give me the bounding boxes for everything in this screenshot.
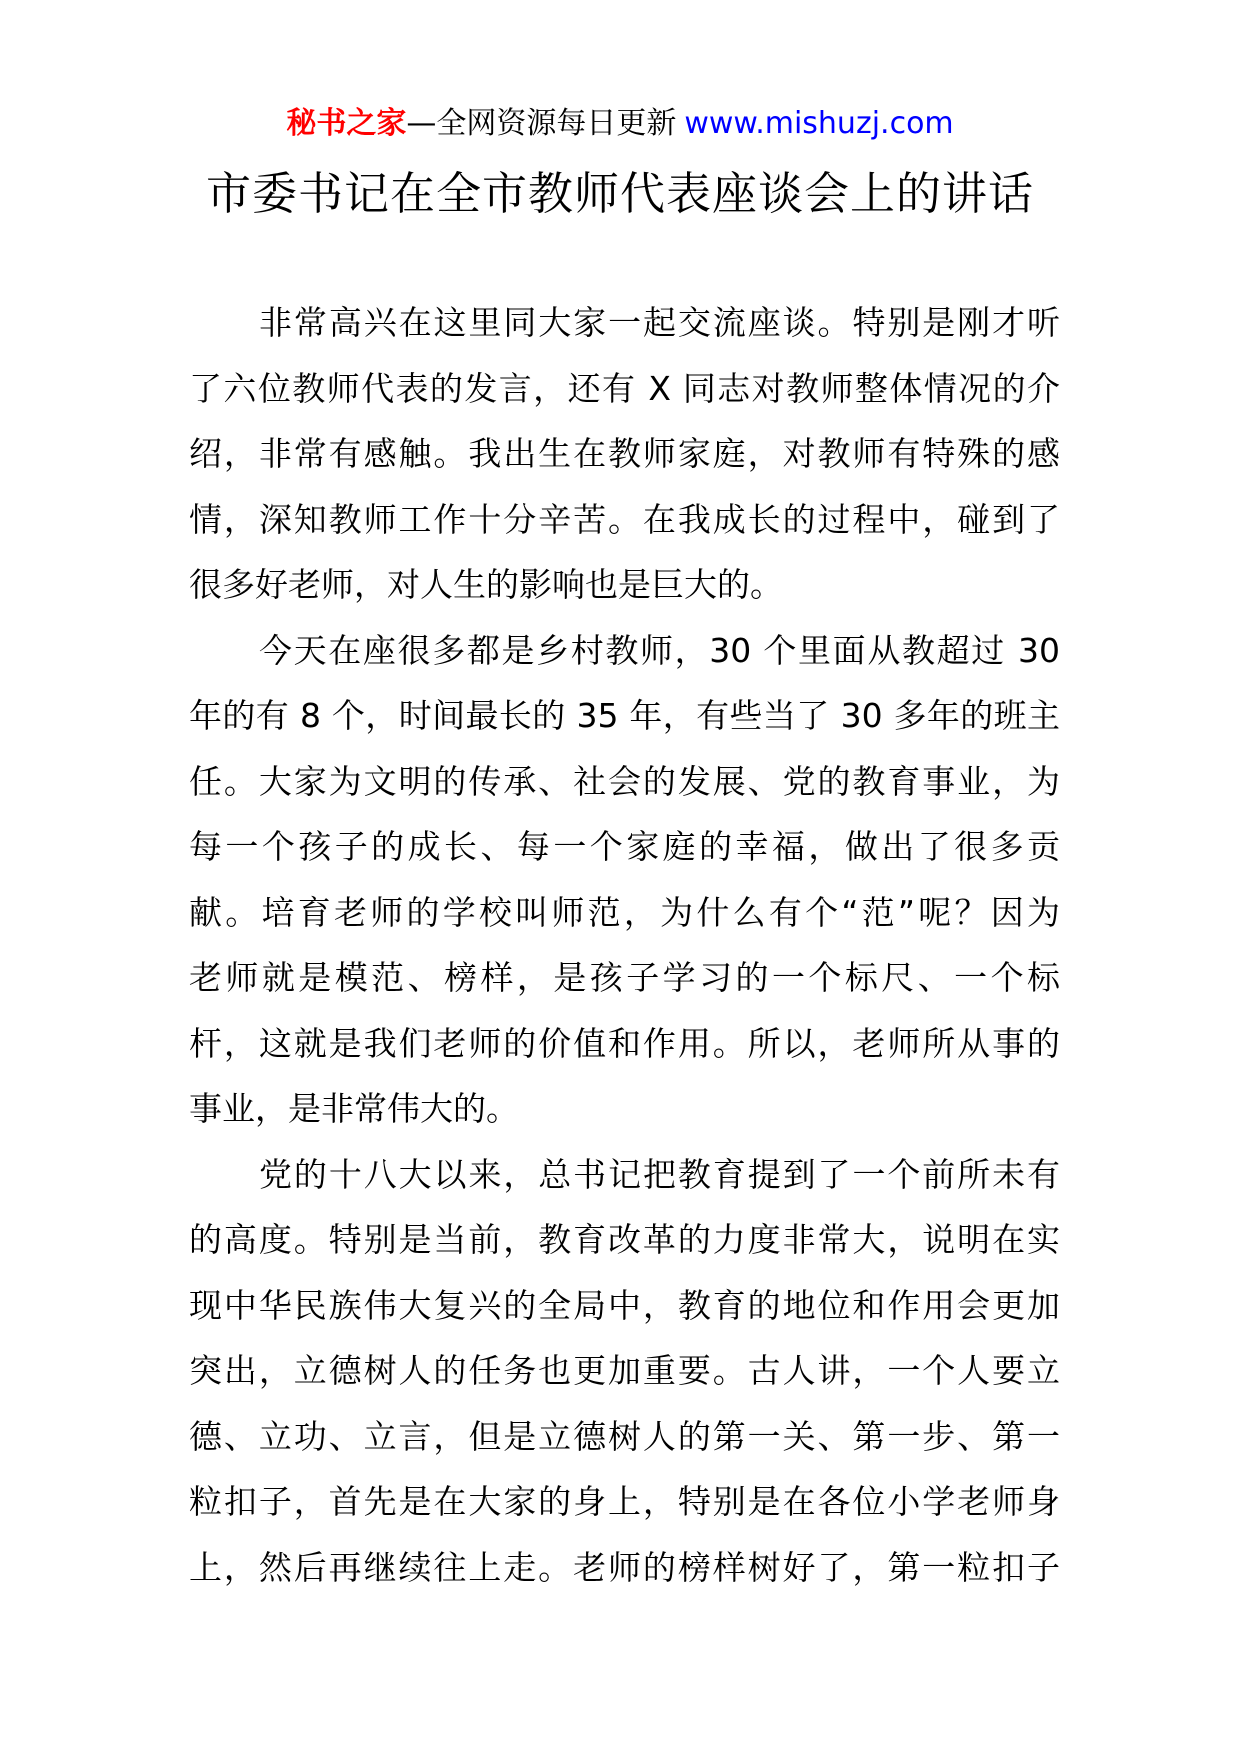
paragraph-line: 任。大家为文明的传承、社会的发展、党的教育事业，为 — [189, 761, 1060, 801]
paragraph-line: 老师就是模范、榜样，是孩子学习的一个标尺、一个标 — [189, 958, 1060, 997]
paragraph-line: 情，深知教师工作十分辛苦。在我成长的过程中，碰到了 — [189, 499, 1060, 539]
paragraph-line: 绍，非常有感触。我出生在教师家庭，对教师有特殊的感 — [189, 434, 1060, 473]
paragraph-line: 现中华民族伟大复兴的全局中，教育的地位和作用会更加 — [189, 1285, 1060, 1325]
paragraph-line: 很多好老师，对人生的影响也是巨大的。 — [189, 565, 783, 604]
paragraph-line: 每一个孩子的成长、每一个家庭的幸福，做出了很多贡 — [189, 827, 1060, 866]
paragraph-line: 事业，是非常伟大的。 — [189, 1089, 519, 1128]
paragraph-1 — [189, 290, 1060, 618]
paragraph-line: 的高度。特别是当前，教育改革的力度非常大，说明在实 — [189, 1220, 1060, 1259]
paragraph-2 — [189, 618, 1060, 1142]
site-tagline: —全网资源每日更新 — [406, 106, 677, 141]
site-brand: 秘书之家 — [286, 106, 407, 141]
paragraph-line: 粒扣子，首先是在大家的身上，特别是在各位小学老师身 — [189, 1482, 1060, 1521]
paragraph-line: 今天在座很多都是乡村教师，30 个里面从教超过 30 — [259, 630, 1060, 670]
paragraph-line: 了六位教师代表的发言，还有 X 同志对教师整体情况的介 — [189, 368, 1060, 408]
paragraph-line: 年的有 8 个，时间最长的 35 年，有些当了 30 多年的班主 — [189, 696, 1060, 735]
paragraph-line: 德、立功、立言，但是立德树人的第一关、第一步、第一 — [189, 1416, 1060, 1456]
site-url-link[interactable]: www.mishuzj.com — [684, 106, 954, 141]
paragraph-3 — [189, 1142, 1060, 1601]
paragraph-line: 献。培育老师的学校叫师范，为什么有个“范”呢？因为 — [189, 892, 1060, 932]
paragraph-line: 突出，立德树人的任务也更加重要。古人讲，一个人要立 — [189, 1351, 1060, 1390]
document-body — [189, 290, 1060, 1600]
paragraph-line: 杆，这就是我们老师的价值和作用。所以，老师所从事的 — [189, 1023, 1060, 1063]
site-header — [0, 102, 1240, 146]
paragraph-line: 上，然后再继续往上走。老师的榜样树好了，第一粒扣子 — [189, 1547, 1060, 1587]
paragraph-line: 非常高兴在这里同大家一起交流座谈。特别是刚才听 — [259, 303, 1060, 342]
document-title: 市委书记在全市教师代表座谈会上的讲话 — [205, 167, 1034, 220]
paragraph-line: 党的十八大以来，总书记把教育提到了一个前所未有 — [259, 1154, 1060, 1194]
